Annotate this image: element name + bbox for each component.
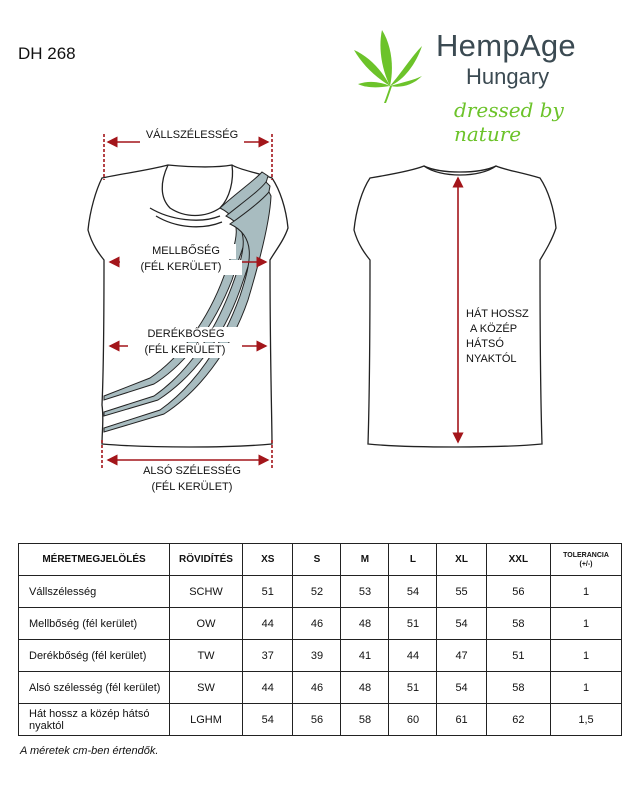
size-value-cell: 62 [486,704,550,736]
measure-name-cell: Mellbőség (fél kerület) [19,608,170,640]
back-length-label-3: HÁTSÓ [466,338,504,350]
size-value-cell: 54 [437,672,486,704]
tolerance-cell: 1 [551,576,622,608]
size-value-cell: 48 [341,608,389,640]
size-value-cell: 46 [293,672,341,704]
table-row [19,576,622,608]
size-value-cell: 46 [293,608,341,640]
size-value-cell: 41 [341,640,389,672]
size-value-cell: 51 [389,672,437,704]
size-value-cell: 51 [243,576,293,608]
size-value-cell: 51 [389,608,437,640]
size-value-cell: 61 [437,704,486,736]
col-header-xl: XL [437,544,486,576]
col-header-xs: XS [243,544,293,576]
table-row [19,704,622,736]
abbreviation-cell: SCHW [170,576,243,608]
size-value-cell: 44 [243,608,293,640]
size-value-cell: 52 [293,576,341,608]
brand-logo [352,22,622,146]
size-table-body [19,576,622,736]
size-value-cell: 54 [389,576,437,608]
size-value-cell: 56 [293,704,341,736]
size-table [18,543,622,736]
back-length-label-2: A KÖZÉP [470,323,518,335]
tolerance-cell: 1,5 [551,704,622,736]
hemp-leaf-icon [352,24,424,104]
measure-name-cell: Vállszélesség [19,576,170,608]
size-value-cell: 60 [389,704,437,736]
size-value-cell: 54 [243,704,293,736]
size-table-header [19,544,622,576]
abbreviation-cell: SW [170,672,243,704]
chest-label: MELLBŐSÉG [136,244,236,259]
brand-subtitle: Hungary [466,64,550,89]
tolerance-title: TOLERANCIA [563,551,609,559]
waist-half-label: (FÉL KERÜLET) [128,343,242,358]
size-value-cell: 47 [437,640,486,672]
size-value-cell: 53 [341,576,389,608]
size-value-cell: 58 [341,704,389,736]
garment-drawings [0,120,640,510]
size-value-cell: 44 [243,672,293,704]
tolerance-unit: (+/-) [579,560,593,568]
hem-width-label: ALSÓ SZÉLESSÉG [130,464,254,479]
model-code: DH 268 [18,44,76,63]
abbreviation-cell: LGHM [170,704,243,736]
size-value-cell: 56 [486,576,550,608]
col-header-m: M [341,544,389,576]
measure-name-cell: Derékbőség (fél kerület) [19,640,170,672]
size-value-cell: 55 [437,576,486,608]
footnote: A méretek cm-ben értendők. [20,745,159,757]
tolerance-cell: 1 [551,672,622,704]
size-value-cell: 48 [341,672,389,704]
size-value-cell: 37 [243,640,293,672]
size-value-cell: 58 [486,608,550,640]
table-row [19,640,622,672]
chest-half-label: (FÉL KERÜLET) [120,260,242,275]
back-length-label-4: NYAKTÓL [466,353,517,365]
col-header-abbr: RÖVIDÍTÉS [170,544,243,576]
col-header-s: S [293,544,341,576]
back-length-label-1: HÁT HOSSZ [466,308,529,320]
table-row [19,608,622,640]
measure-name-cell: Hát hossz a közép hátsó nyaktól [19,704,170,736]
size-value-cell: 51 [486,640,550,672]
measure-name-cell: Alsó szélesség (fél kerület) [19,672,170,704]
size-value-cell: 44 [389,640,437,672]
col-header-l: L [389,544,437,576]
size-value-cell: 54 [437,608,486,640]
brand-tagline: dressed by nature [454,98,564,146]
size-value-cell: 39 [293,640,341,672]
abbreviation-cell: OW [170,608,243,640]
abbreviation-cell: TW [170,640,243,672]
col-header-xxl: XXL [486,544,550,576]
hem-half-label: (FÉL KERÜLET) [138,480,246,495]
shoulder-width-label: VÁLLSZÉLESSÉG [140,128,244,143]
front-drape-folds [104,172,271,432]
col-header-tolerance [551,544,622,576]
table-row [19,672,622,704]
brand-name: HempAge [436,28,576,63]
tolerance-cell: 1 [551,640,622,672]
size-value-cell: 58 [486,672,550,704]
col-header-measure: MÉRETMEGJELÖLÉS [19,544,170,576]
tolerance-cell: 1 [551,608,622,640]
waist-label: DERÉKBŐSÉG [134,327,238,342]
